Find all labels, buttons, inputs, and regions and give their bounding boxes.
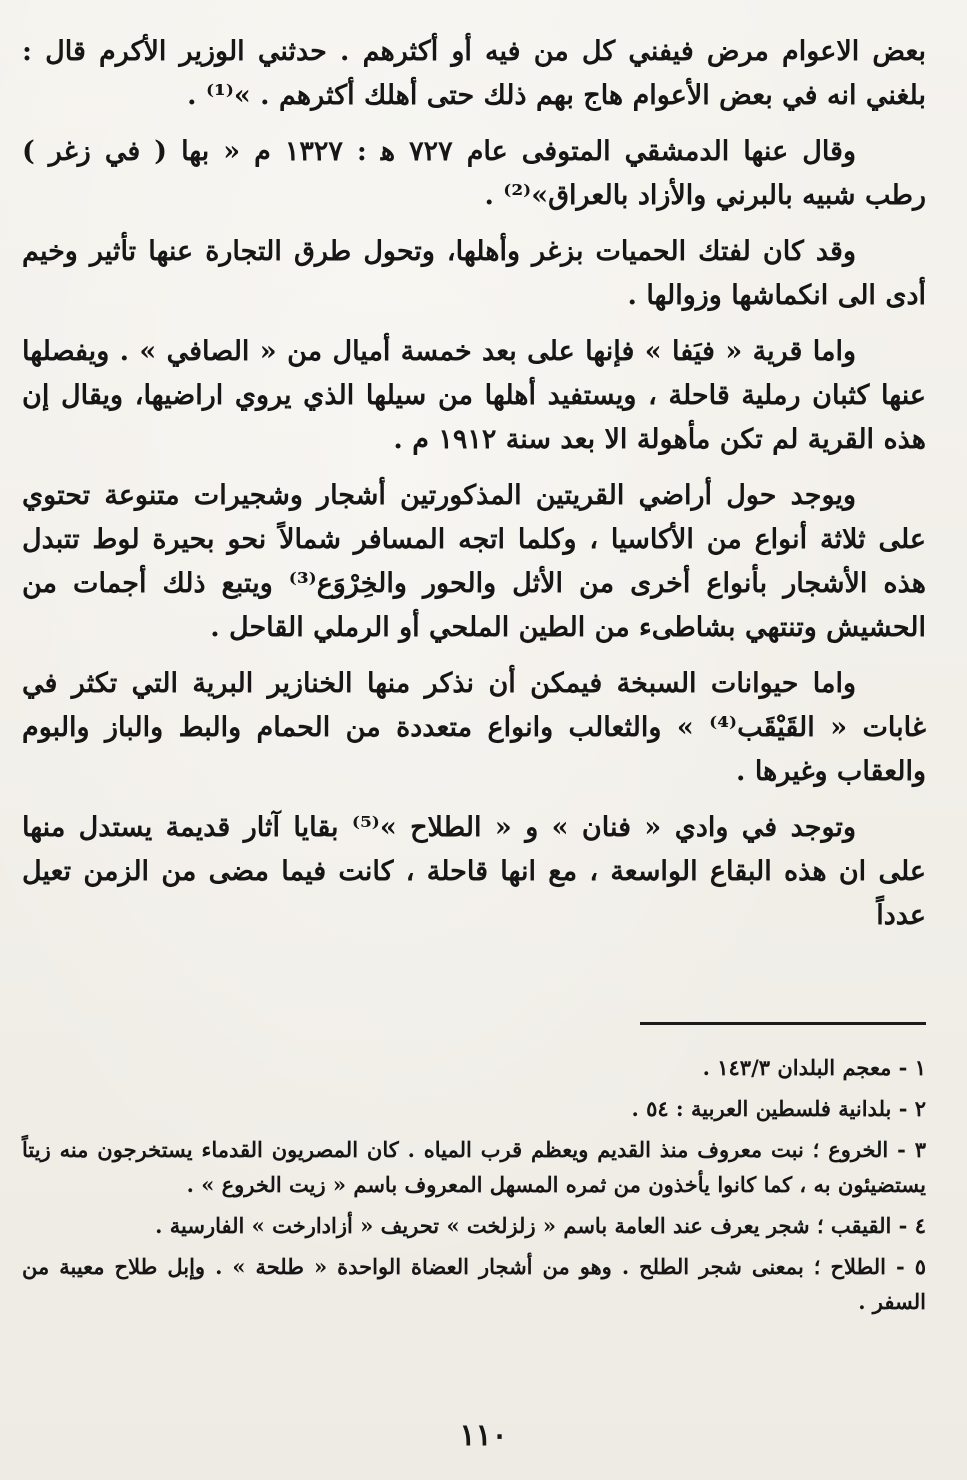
footnote-4: ٤ - القيقب ؛ شجر يعرف عند العامة باسم « زلزلخت » تحريف « أزادارخت » الفارسية .: [155, 1213, 926, 1238]
paragraph-4: واما قرية « فيَفا » فإنها على بعد خمسة أميال من « الصافي » . ويفصلها عنها كثبان رملية قاحلة ، ويستفيد أهلها من سيلها الذي يروي اراضيها، ويقال إن هذه القرية لم تكن مأهولة الا بعد سنة ١٩١٢ م .: [22, 336, 926, 455]
paragraph-2: وقال عنها الدمشقي المتوفى عام ٧٢٧ ﻫ : ١٣٢٧ م « بها ( في زغر ) رطب شبيه بالبرني والأزاد بالعراق»⁽²⁾ .: [22, 136, 926, 211]
page-number: ١١٠: [459, 1418, 508, 1453]
paragraph-7: وتوجد في وادي « فنان » و « الطلاح »⁽⁵⁾ بقايا آثار قديمة يستدل منها على ان هذه البقاع الواسعة ، مع انها قاحلة ، كانت فيما مضى من الزمن تعيل عدداً: [22, 812, 926, 931]
paragraph-5: ويوجد حول أراضي القريتين المذكورتين أشجار وشجيرات متنوعة تحتوي على ثلاثة أنواع من الأكاسيا ، وكلما اتجه المسافر شمالاً نحو بحيرة لوط تتبدل هذه الأشجار بأنواع أخرى من الأثل والحور والخِرْوَع⁽³⁾ ويتبع ذلك أجمات من الحشيش وتنتهي بشاطىء من الطين الملحي أو الرملي القاحل .: [22, 480, 926, 643]
footnote-divider: [640, 1022, 926, 1025]
paragraph-3: وقد كان لفتك الحميات بزغر وأهلها، وتحول طرق التجارة عنها تأثير وخيم أدى الى انكماشها وزوالها .: [22, 236, 926, 311]
footnote-2: ٢ - بلدانية فلسطين العربية : ٥٤ .: [631, 1096, 926, 1121]
footnote-1: ١ - معجم البلدان ١٤٣/٣ .: [702, 1055, 926, 1080]
footnote-3: ٣ - الخروع ؛ نبت معروف منذ القديم ويعظم قرب المياه . كان المصريون القدماء يستخرجون منه زيتاً يستضيئون به ، كما كانوا يأخذون من ثمره المسهل المعروف باسم « زيت الخروع » .: [22, 1137, 926, 1197]
paragraph-6: واما حيوانات السبخة فيمكن أن نذكر منها الخنازير البرية التي تكثر في غابات « القَيْقَب⁽⁴⁾ » والثعالب وانواع متعددة من الحمام والبط والباز والبوم والعقاب وغيرها .: [22, 668, 926, 787]
footnote-5: ٥ - الطلاح ؛ بمعنى شجر الطلح . وهو من أشجار العضاة الواحدة « طلحة » . وإبل طلاح معيبة من السفر .: [22, 1254, 926, 1314]
main-text: [22, 30, 926, 950]
footnotes: [22, 1050, 926, 1325]
paragraph-1: بعض الاعوام مرض فيفني كل من فيه أو أكثرهم . حدثني الوزير الأكرم قال : بلغني انه في بعض الأعوام هاج بهم ذلك حتى أهلك أكثرهم . »⁽¹⁾ .: [22, 36, 926, 111]
